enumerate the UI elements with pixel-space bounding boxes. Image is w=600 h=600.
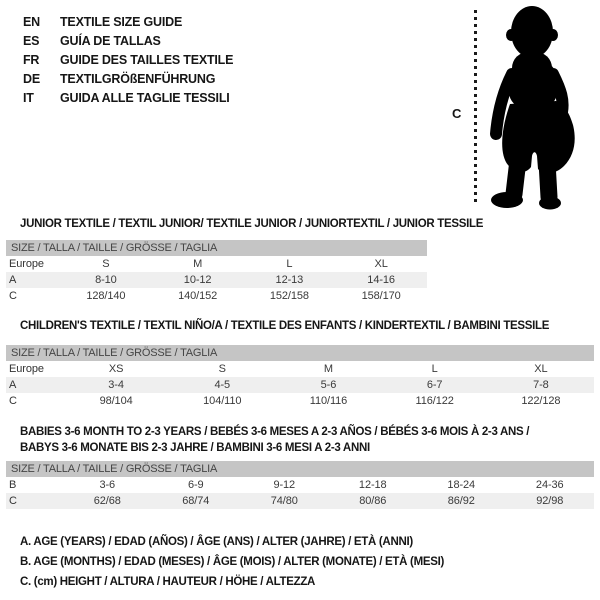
size-cell: 12-18 — [358, 479, 387, 491]
row-label-cell: Europe — [9, 363, 44, 375]
language-code: ES — [23, 34, 40, 48]
children-size-table — [6, 345, 594, 409]
size-cell: 18-24 — [447, 479, 476, 491]
table-header-row — [6, 461, 594, 477]
size-cell: XS — [108, 363, 124, 375]
table-row — [6, 377, 594, 393]
size-cell: 8-10 — [60, 272, 152, 288]
table-row — [6, 493, 594, 509]
height-measure-label: C — [452, 106, 462, 121]
size-cell: 62/68 — [63, 493, 152, 509]
size-cell: 14-16 — [335, 272, 427, 288]
language-row — [23, 13, 233, 32]
size-cell: 10-12 — [152, 272, 244, 288]
size-cell: 110/116 — [309, 395, 348, 407]
table-row — [6, 288, 427, 304]
size-cell: 80/86 — [329, 493, 418, 509]
language-code: DE — [23, 72, 40, 86]
language-code: IT — [23, 91, 34, 105]
table-row — [6, 393, 594, 409]
language-row — [23, 70, 233, 89]
language-row — [23, 32, 233, 51]
footnote-height-cm: C. (cm) HEIGHT / ALTURA / HAUTEUR / HÖHE / ALTEZZA — [20, 576, 316, 588]
size-cell: 12-13 — [244, 272, 336, 288]
size-cell: 122/128 — [521, 395, 561, 407]
height-measure-dotted-line — [474, 10, 477, 206]
size-cell: 104/110 — [203, 395, 242, 407]
size-cell: XL — [374, 258, 388, 270]
table-header-row — [6, 240, 427, 256]
size-cell: 5-6 — [275, 377, 381, 393]
row-label-cell: B — [9, 479, 17, 491]
babies-size-table — [6, 461, 594, 509]
size-table-header-bar: SIZE / TALLA / TAILLE / GRÖSSE / TAGLIA — [6, 461, 594, 477]
size-cell: 9-12 — [273, 479, 296, 491]
size-cell: S — [102, 258, 110, 270]
size-cell: 7-8 — [488, 377, 594, 393]
size-cell: 92/98 — [506, 493, 595, 509]
footnote-age-years: A. AGE (YEARS) / EDAD (AÑOS) / ÂGE (ANS) / ALTER (JAHRE) / ETÀ (ANNI) — [20, 536, 413, 548]
section-title-line: JUNIOR TEXTILE / TEXTIL JUNIOR/ TEXTILE JUNIOR / JUNIORTEXTIL / JUNIOR TESSILE — [20, 218, 484, 230]
table-row — [6, 361, 594, 377]
junior-size-table — [6, 240, 427, 304]
footnotes — [20, 532, 444, 592]
section-title-line: CHILDREN'S TEXTILE / TEXTIL NIÑO/A / TEXTILE DES ENFANTS / KINDERTEXTIL / BAMBINI TESSILE — [20, 320, 550, 332]
size-cell: 86/92 — [417, 493, 506, 509]
section-title-junior — [20, 216, 483, 232]
size-cell: 152/158 — [269, 290, 309, 302]
row-label-cell: C — [9, 395, 17, 407]
row-label-cell: C — [9, 290, 17, 302]
row-label-cell: A — [6, 272, 60, 288]
language-row — [23, 89, 233, 108]
baby-figure-area — [448, 4, 580, 212]
table-row — [6, 256, 427, 272]
size-cell: 98/104 — [99, 395, 133, 407]
section-title-babies — [20, 424, 529, 456]
language-title: TEXTILGRÖßENFÜHRUNG — [60, 72, 216, 86]
size-cell: 116/122 — [415, 395, 454, 407]
size-table-header-bar: SIZE / TALLA / TAILLE / GRÖSSE / TAGLIA — [6, 240, 427, 256]
row-label-cell: Europe — [9, 258, 44, 270]
section-title-children — [20, 318, 549, 334]
size-cell: 158/170 — [361, 290, 401, 302]
table-header-row — [6, 345, 594, 361]
size-cell: 3-4 — [63, 377, 169, 393]
language-code: FR — [23, 53, 40, 67]
size-cell: M — [323, 363, 333, 375]
size-cell: 74/80 — [240, 493, 329, 509]
size-cell: M — [193, 258, 203, 270]
size-cell: 4-5 — [169, 377, 275, 393]
size-cell: S — [218, 363, 226, 375]
baby-silhouette-icon — [486, 4, 578, 211]
size-cell: 128/140 — [86, 290, 126, 302]
row-label-cell: C — [6, 493, 63, 509]
footnote-age-months: B. AGE (MONTHS) / EDAD (MESES) / ÂGE (MOIS) / ALTER (MONATE) / ETÀ (MESI) — [20, 556, 445, 568]
size-cell: 24-36 — [535, 479, 564, 491]
size-cell: 140/152 — [178, 290, 218, 302]
table-row — [6, 477, 594, 493]
size-cell: 3-6 — [99, 479, 116, 491]
language-title: GUIDA ALLE TAGLIE TESSILI — [60, 91, 230, 105]
language-title-list — [23, 13, 233, 108]
size-cell: XL — [534, 363, 548, 375]
size-table-header-bar: SIZE / TALLA / TAILLE / GRÖSSE / TAGLIA — [6, 345, 594, 361]
size-cell: 6-7 — [382, 377, 488, 393]
section-title-line: BABYS 3-6 MONATE BIS 2-3 JAHRE / BAMBINI 3-6 MESI A 2-3 ANNI — [20, 442, 370, 454]
language-title: TEXTILE SIZE GUIDE — [60, 15, 183, 29]
size-cell: L — [286, 258, 293, 270]
size-cell: L — [431, 363, 438, 375]
row-label-cell: A — [6, 377, 63, 393]
size-cell: 6-9 — [187, 479, 204, 491]
language-title: GUÍA DE TALLAS — [60, 34, 161, 48]
language-row — [23, 51, 233, 70]
size-cell: 68/74 — [152, 493, 241, 509]
section-title-line: BABIES 3-6 MONTH TO 2-3 YEARS / BEBÉS 3-6 MESES A 2-3 AÑOS / BÉBÉS 3-6 MOIS À 2-3 ANS / — [20, 426, 530, 438]
table-row — [6, 272, 427, 288]
language-code: EN — [23, 15, 40, 29]
language-title: GUIDE DES TAILLES TEXTILE — [60, 53, 234, 67]
